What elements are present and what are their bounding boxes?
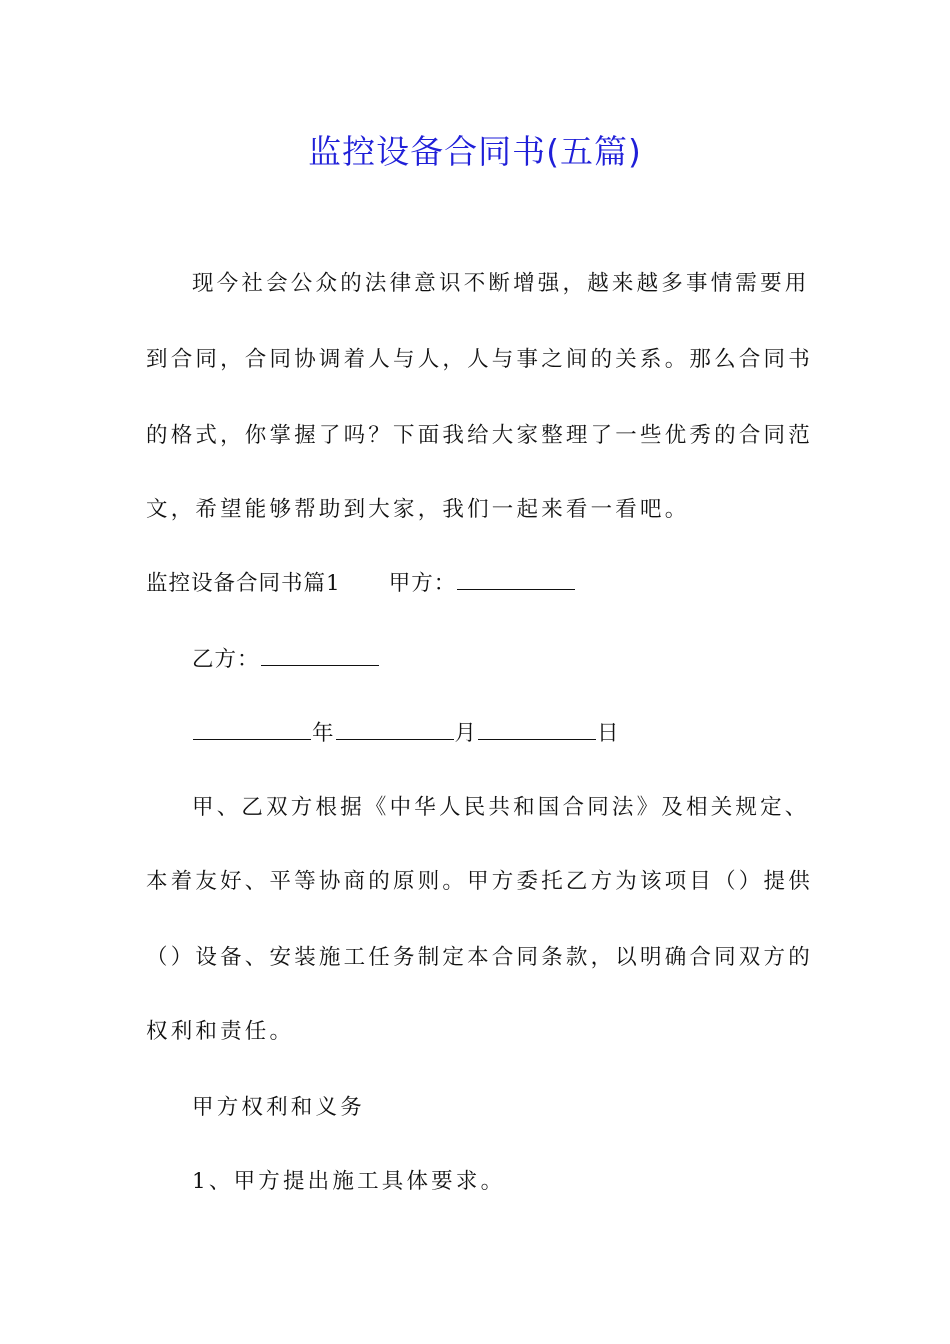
party-b-label: 乙方： <box>192 647 260 672</box>
date-month-label: 月 <box>454 721 478 746</box>
section-heading: 监控设备合同书篇1 <box>146 571 341 596</box>
body-line-1: 甲、乙双方根据《中华人民共和国合同法》及相关规定、 <box>192 795 810 820</box>
intro-line-4: 文，希望能够帮助到大家，我们一起来看一看吧。 <box>146 497 690 522</box>
list-item-1: 1、甲方提出施工具体要求。 <box>192 1169 506 1194</box>
month-blank <box>336 719 454 740</box>
body-line-3: （）设备、安装施工任务制定本合同条款，以明确合同双方的 <box>146 945 813 970</box>
body-line-4: 权利和责任。 <box>146 1019 295 1044</box>
document-title: 监控设备合同书(五篇) <box>308 132 642 171</box>
body-line-2: 本着友好、平等协商的原则。甲方委托乙方为该项目（）提供 <box>146 869 813 894</box>
party-a-blank <box>457 569 575 590</box>
day-blank <box>478 719 596 740</box>
section-heading-line <box>146 568 806 600</box>
year-blank <box>193 719 311 740</box>
date-year-label: 年 <box>312 721 335 746</box>
intro-line-1: 现今社会公众的法律意识不断增强，越来越多事情需要用 <box>192 271 810 296</box>
party-b-line <box>192 644 806 676</box>
party-a-label: 甲方： <box>388 571 457 596</box>
intro-line-3: 的格式，你掌握了吗？下面我给大家整理了一些优秀的合同范 <box>146 423 813 448</box>
subheading: 甲方权利和义务 <box>192 1095 365 1120</box>
party-b-blank <box>261 645 379 666</box>
intro-line-2: 到合同，合同协调着人与人，人与事之间的关系。那么合同书 <box>146 347 813 372</box>
date-line <box>192 718 806 750</box>
date-day-label: 日 <box>597 721 620 746</box>
